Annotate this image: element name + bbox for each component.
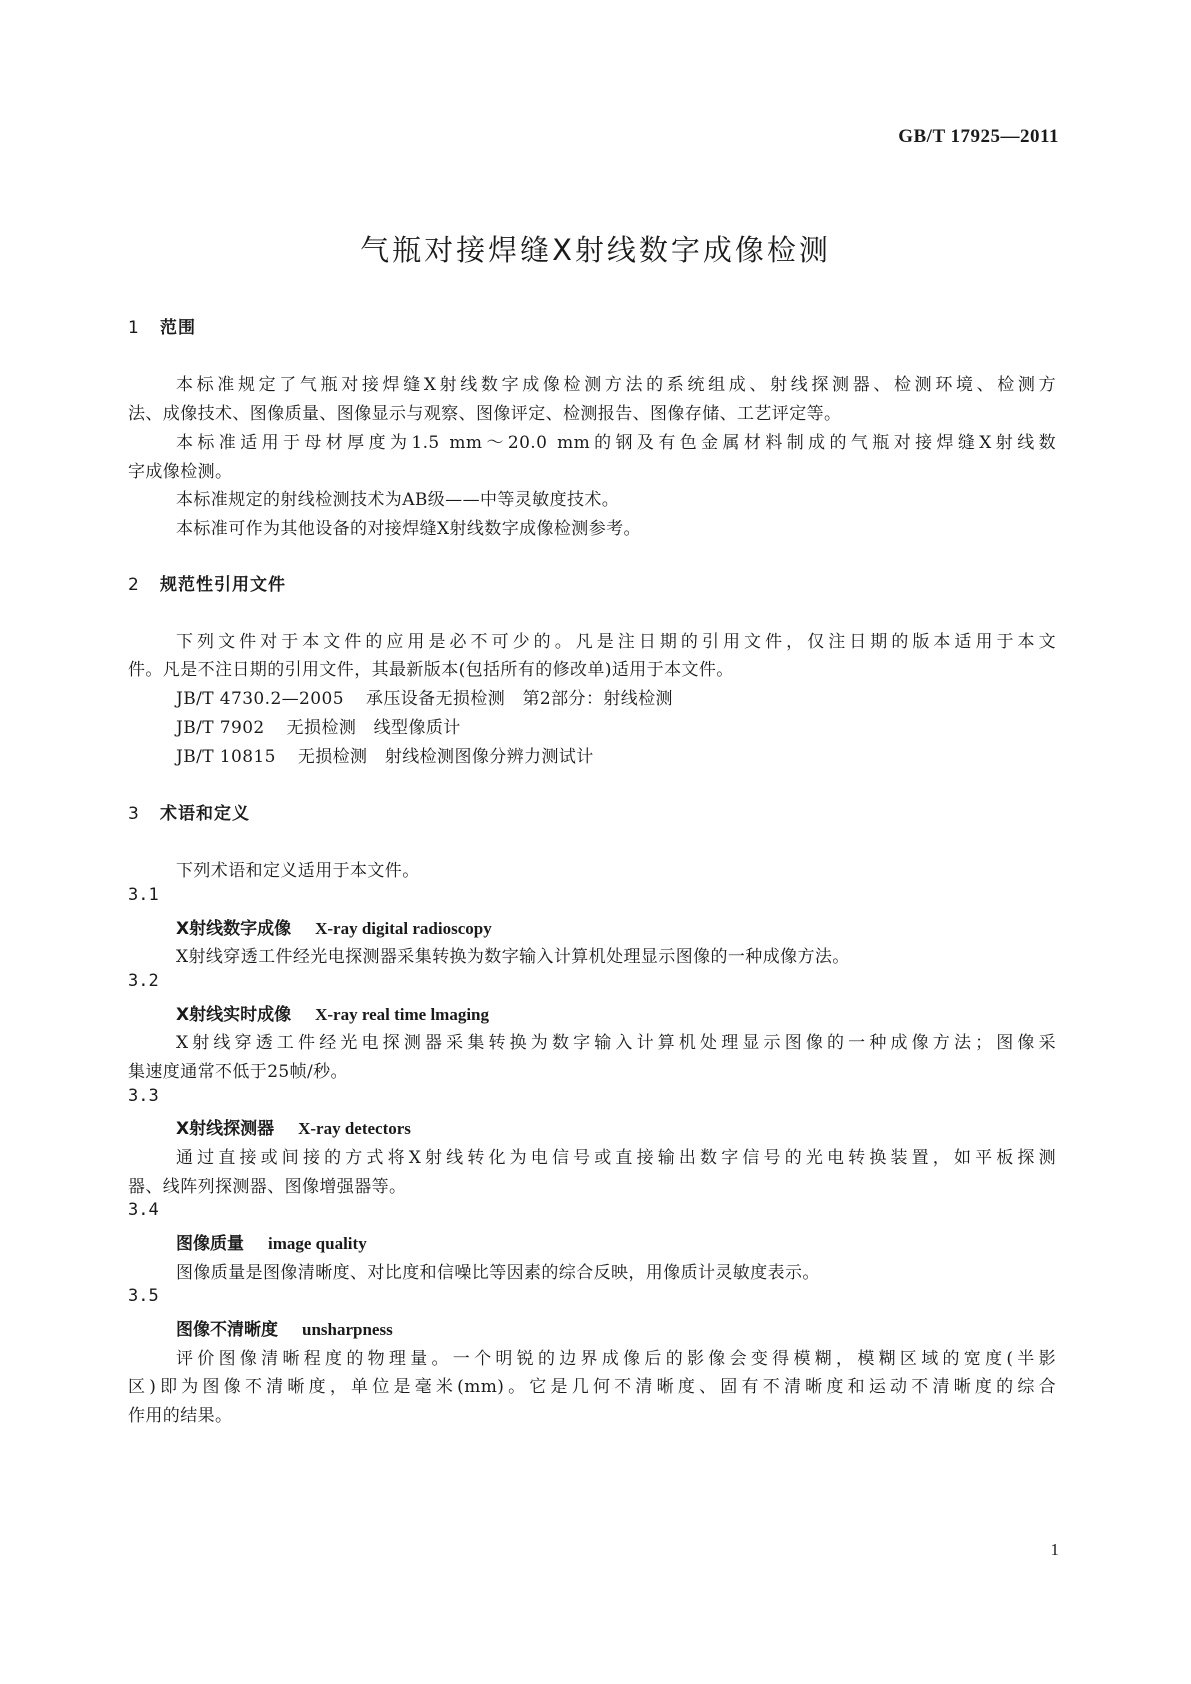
paragraph-line: 下列术语和定义适用于本文件。 (176, 861, 420, 881)
term-title-zh: 图像不清晰度 (176, 1320, 278, 1340)
term-title-en: X-ray real time lmaging (315, 1005, 490, 1024)
section-3-heading (128, 799, 250, 824)
reference-entry (176, 684, 673, 709)
section-1-heading (128, 313, 196, 338)
term-title-en: X-ray digital radioscopy (315, 919, 492, 938)
section-number: 1 (128, 318, 140, 338)
term-number: 3.3 (128, 1086, 159, 1106)
term-title (176, 1315, 393, 1340)
term-title-zh: X射线数字成像 (176, 919, 292, 939)
term-title-zh: 图像质量 (176, 1234, 244, 1254)
paragraph-line: 本标准规定的射线检测技术为AB级——中等灵敏度技术。 (176, 490, 620, 510)
paragraph-line: 法、成像技术、图像质量、图像显示与观察、图像评定、检测报告、图像存储、工艺评定等。 (128, 404, 842, 424)
term-title (176, 1000, 489, 1025)
document-title: 气瓶对接焊缝X射线数字成像检测 (360, 233, 831, 267)
term-title-en: image quality (268, 1234, 367, 1253)
definition-line: 图像质量是图像清晰度、对比度和信噪比等因素的综合反映，用像质计灵敏度表示。 (176, 1263, 820, 1283)
term-title-en: X-ray detectors (298, 1119, 411, 1138)
definition-line: 评价图像清晰程度的物理量。一个明锐的边界成像后的影像会变得模糊，模糊区域的宽度(半影 (176, 1349, 1056, 1369)
reference-code: JB/T 10815 (176, 747, 276, 767)
definition-line: 区)即为图像不清晰度，单位是毫米(mm)。它是几何不清晰度、固有不清晰度和运动不清晰度的综合 (128, 1377, 1056, 1397)
reference-code: JB/T 4730.2—2005 (176, 689, 344, 709)
paragraph-line: 本标准规定了气瓶对接焊缝X射线数字成像检测方法的系统组成、射线探测器、检测环境、检测方 (176, 375, 1056, 395)
section-title: 范围 (160, 318, 196, 338)
reference-title: 无损检测 射线检测图像分辨力测试计 (297, 747, 594, 767)
reference-entry (176, 713, 461, 738)
term-title (176, 1114, 411, 1139)
section-number: 2 (128, 575, 140, 595)
definition-line: 集速度通常不低于25帧/秒。 (128, 1062, 348, 1082)
reference-title: 承压设备无损检测 第2部分：射线检测 (365, 689, 673, 709)
paragraph-line: 件。凡是不注日期的引用文件，其最新版本(包括所有的修改单)适用于本文件。 (128, 660, 734, 680)
paragraph-line: 字成像检测。 (128, 462, 233, 482)
term-title (176, 914, 492, 939)
paragraph-line: 下列文件对于本文件的应用是必不可少的。凡是注日期的引用文件，仅注日期的版本适用于本文 (176, 632, 1056, 652)
definition-line: X射线穿透工件经光电探测器采集转换为数字输入计算机处理显示图像的一种成像方法；图像采 (176, 1033, 1056, 1053)
paragraph-line: 本标准可作为其他设备的对接焊缝X射线数字成像检测参考。 (176, 519, 641, 539)
term-title-zh: X射线实时成像 (176, 1005, 292, 1025)
section-title: 规范性引用文件 (160, 575, 286, 595)
definition-line: X射线穿透工件经光电探测器采集转换为数字输入计算机处理显示图像的一种成像方法。 (176, 947, 850, 967)
section-number: 3 (128, 804, 140, 824)
reference-code: JB/T 7902 (176, 718, 265, 738)
definition-line: 作用的结果。 (128, 1406, 233, 1426)
term-title (176, 1229, 367, 1254)
term-number: 3.5 (128, 1286, 159, 1306)
term-title-zh: X射线探测器 (176, 1119, 275, 1139)
standard-code: GB/T 17925—2011 (898, 126, 1059, 147)
section-2-heading (128, 570, 286, 595)
section-title: 术语和定义 (160, 804, 250, 824)
term-number: 3.4 (128, 1200, 159, 1220)
reference-entry (176, 742, 594, 767)
term-number: 3.1 (128, 885, 159, 905)
reference-title: 无损检测 线型像质计 (286, 718, 461, 738)
term-number: 3.2 (128, 971, 159, 991)
definition-line: 通过直接或间接的方式将X射线转化为电信号或直接输出数字信号的光电转换装置，如平板探测 (176, 1148, 1056, 1168)
paragraph-line: 本标准适用于母材厚度为1.5 mm～20.0 mm的钢及有色金属材料制成的气瓶对接焊缝X射线数 (176, 433, 1056, 453)
page-number: 1 (1050, 1540, 1059, 1559)
definition-line: 器、线阵列探测器、图像增强器等。 (128, 1177, 407, 1197)
term-title-en: unsharpness (302, 1320, 393, 1339)
